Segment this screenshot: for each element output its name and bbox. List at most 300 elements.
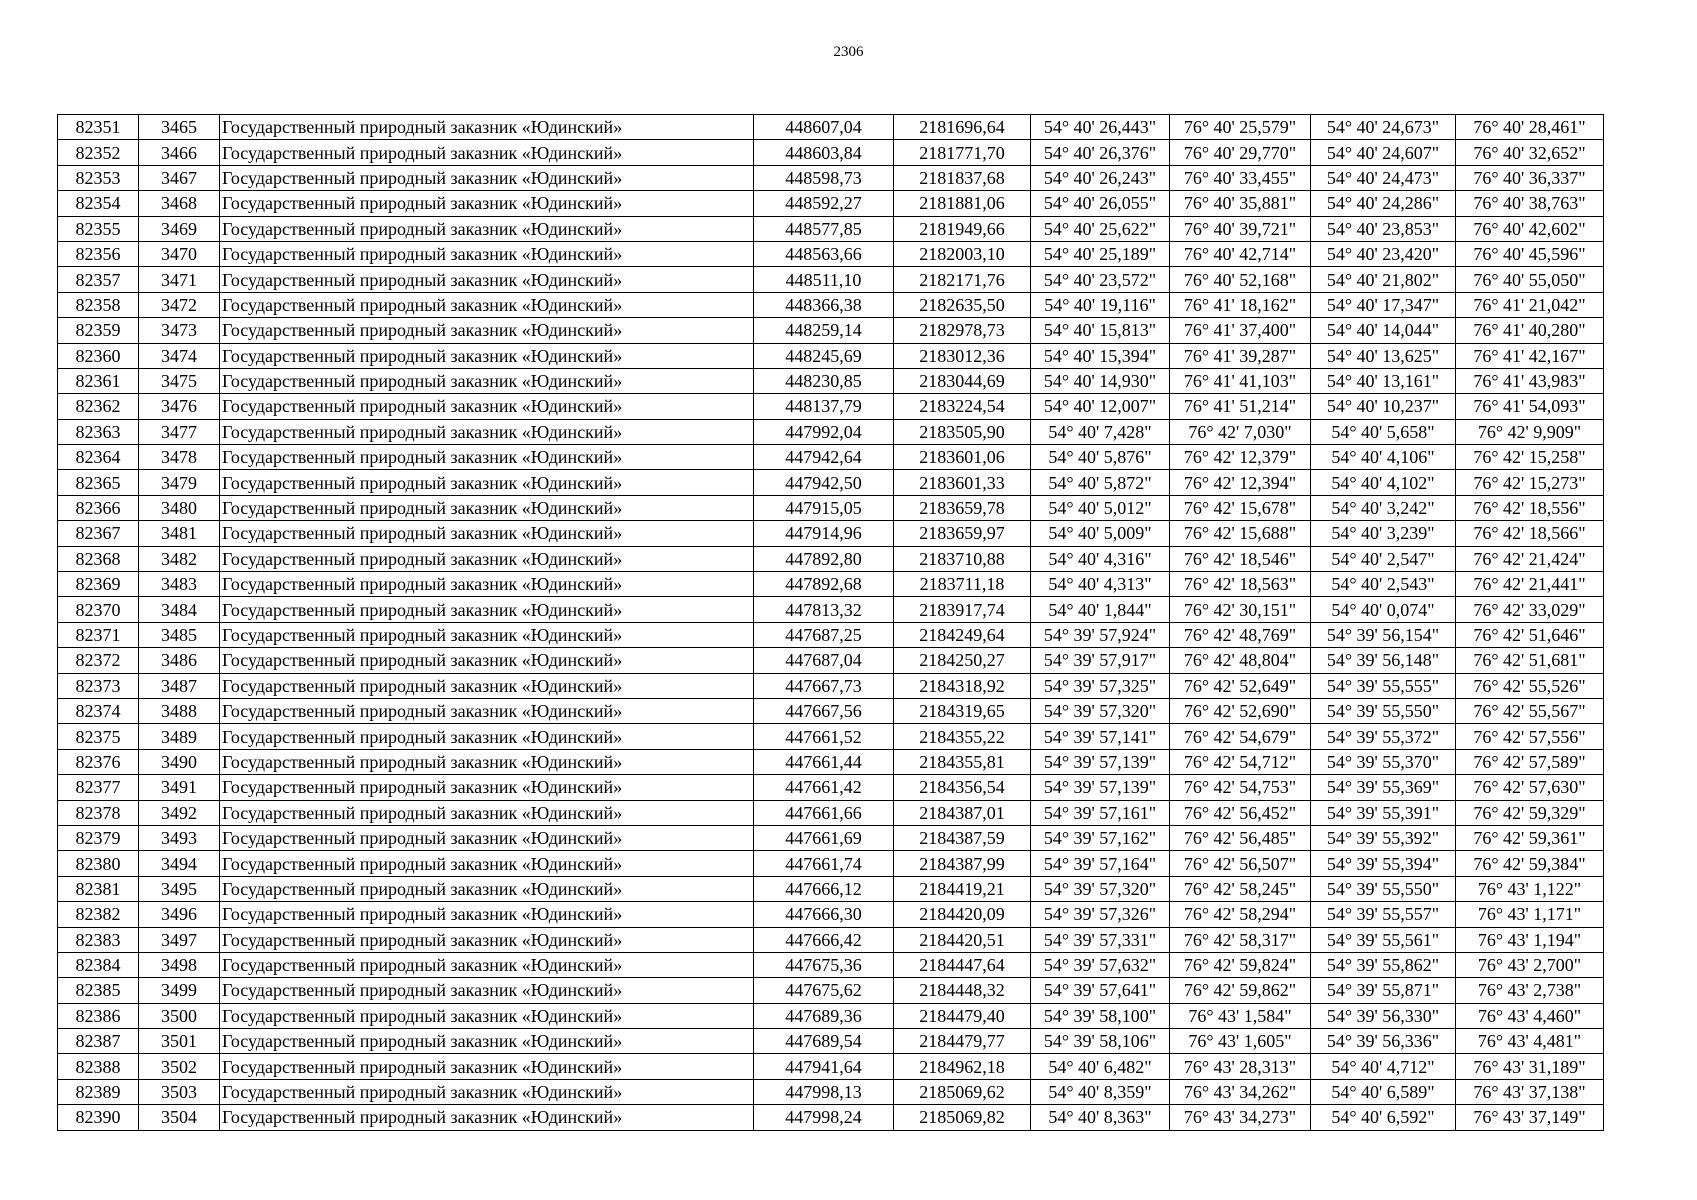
cell-x-coordinate: 448577,85 bbox=[754, 216, 894, 241]
cell-point-number: 3472 bbox=[139, 292, 220, 317]
cell-area-name: Государственный природный заказник «Юдинский» bbox=[220, 470, 754, 495]
cell-y-coordinate: 2184355,81 bbox=[894, 749, 1031, 774]
cell-record-number: 82376 bbox=[58, 749, 139, 774]
cell-latitude-1: 54° 40' 1,844" bbox=[1031, 597, 1170, 622]
cell-area-name: Государственный природный заказник «Юдинский» bbox=[220, 1079, 754, 1104]
cell-y-coordinate: 2182635,50 bbox=[894, 292, 1031, 317]
table-row bbox=[58, 648, 1604, 673]
cell-x-coordinate: 447661,42 bbox=[754, 775, 894, 800]
cell-record-number: 82373 bbox=[58, 673, 139, 698]
table-row bbox=[58, 546, 1604, 571]
cell-latitude-1: 54° 40' 23,572" bbox=[1031, 267, 1170, 292]
table-body bbox=[58, 115, 1604, 1131]
cell-y-coordinate: 2184250,27 bbox=[894, 648, 1031, 673]
cell-point-number: 3503 bbox=[139, 1079, 220, 1104]
cell-point-number: 3489 bbox=[139, 724, 220, 749]
cell-area-name: Государственный природный заказник «Юдинский» bbox=[220, 394, 754, 419]
cell-latitude-1: 54° 40' 26,376" bbox=[1031, 140, 1170, 165]
cell-x-coordinate: 448592,27 bbox=[754, 191, 894, 216]
cell-longitude-2: 76° 43' 4,460" bbox=[1456, 1003, 1604, 1028]
cell-y-coordinate: 2184420,51 bbox=[894, 927, 1031, 952]
cell-record-number: 82352 bbox=[58, 140, 139, 165]
cell-longitude-1: 76° 43' 1,605" bbox=[1170, 1029, 1311, 1054]
cell-area-name: Государственный природный заказник «Юдинский» bbox=[220, 495, 754, 520]
table-row bbox=[58, 318, 1604, 343]
cell-x-coordinate: 447675,36 bbox=[754, 952, 894, 977]
cell-record-number: 82351 bbox=[58, 115, 139, 140]
cell-y-coordinate: 2183044,69 bbox=[894, 368, 1031, 393]
cell-area-name: Государственный природный заказник «Юдинский» bbox=[220, 115, 754, 140]
cell-longitude-1: 76° 42' 59,824" bbox=[1170, 952, 1311, 977]
cell-longitude-1: 76° 42' 7,030" bbox=[1170, 419, 1311, 444]
cell-x-coordinate: 447661,74 bbox=[754, 851, 894, 876]
cell-latitude-1: 54° 40' 15,394" bbox=[1031, 343, 1170, 368]
cell-record-number: 82355 bbox=[58, 216, 139, 241]
cell-record-number: 82369 bbox=[58, 572, 139, 597]
cell-area-name: Государственный природный заказник «Юдинский» bbox=[220, 241, 754, 266]
cell-longitude-2: 76° 43' 2,738" bbox=[1456, 978, 1604, 1003]
cell-latitude-2: 54° 40' 24,673" bbox=[1311, 115, 1456, 140]
cell-x-coordinate: 447942,50 bbox=[754, 470, 894, 495]
cell-latitude-1: 54° 39' 57,161" bbox=[1031, 800, 1170, 825]
cell-latitude-2: 54° 40' 6,592" bbox=[1311, 1105, 1456, 1130]
page-number: 2306 bbox=[833, 44, 864, 60]
cell-longitude-1: 76° 42' 18,563" bbox=[1170, 572, 1311, 597]
cell-latitude-1: 54° 39' 57,641" bbox=[1031, 978, 1170, 1003]
cell-point-number: 3502 bbox=[139, 1054, 220, 1079]
cell-y-coordinate: 2184355,22 bbox=[894, 724, 1031, 749]
table-row bbox=[58, 1105, 1604, 1130]
cell-longitude-2: 76° 42' 59,384" bbox=[1456, 851, 1604, 876]
cell-y-coordinate: 2183917,74 bbox=[894, 597, 1031, 622]
cell-record-number: 82385 bbox=[58, 978, 139, 1003]
cell-latitude-2: 54° 39' 56,330" bbox=[1311, 1003, 1456, 1028]
cell-longitude-1: 76° 42' 18,546" bbox=[1170, 546, 1311, 571]
cell-latitude-2: 54° 39' 55,391" bbox=[1311, 800, 1456, 825]
cell-y-coordinate: 2185069,62 bbox=[894, 1079, 1031, 1104]
cell-y-coordinate: 2183710,88 bbox=[894, 546, 1031, 571]
cell-x-coordinate: 447661,66 bbox=[754, 800, 894, 825]
cell-x-coordinate: 447661,69 bbox=[754, 825, 894, 850]
cell-longitude-2: 76° 42' 51,681" bbox=[1456, 648, 1604, 673]
cell-longitude-1: 76° 42' 58,245" bbox=[1170, 876, 1311, 901]
cell-longitude-2: 76° 40' 38,763" bbox=[1456, 191, 1604, 216]
cell-point-number: 3471 bbox=[139, 267, 220, 292]
cell-area-name: Государственный природный заказник «Юдинский» bbox=[220, 851, 754, 876]
cell-x-coordinate: 448137,79 bbox=[754, 394, 894, 419]
cell-longitude-2: 76° 42' 9,909" bbox=[1456, 419, 1604, 444]
cell-longitude-2: 76° 40' 55,050" bbox=[1456, 267, 1604, 292]
cell-latitude-1: 54° 39' 57,139" bbox=[1031, 775, 1170, 800]
cell-longitude-1: 76° 43' 34,273" bbox=[1170, 1105, 1311, 1130]
cell-point-number: 3474 bbox=[139, 343, 220, 368]
cell-area-name: Государственный природный заказник «Юдинский» bbox=[220, 521, 754, 546]
cell-x-coordinate: 447661,52 bbox=[754, 724, 894, 749]
cell-point-number: 3477 bbox=[139, 419, 220, 444]
cell-longitude-2: 76° 42' 15,273" bbox=[1456, 470, 1604, 495]
cell-area-name: Государственный природный заказник «Юдинский» bbox=[220, 698, 754, 723]
cell-longitude-1: 76° 42' 52,649" bbox=[1170, 673, 1311, 698]
cell-longitude-1: 76° 42' 30,151" bbox=[1170, 597, 1311, 622]
table-row bbox=[58, 622, 1604, 647]
cell-point-number: 3497 bbox=[139, 927, 220, 952]
cell-x-coordinate: 448603,84 bbox=[754, 140, 894, 165]
cell-latitude-1: 54° 39' 57,917" bbox=[1031, 648, 1170, 673]
cell-y-coordinate: 2184249,64 bbox=[894, 622, 1031, 647]
cell-latitude-2: 54° 39' 55,550" bbox=[1311, 876, 1456, 901]
cell-y-coordinate: 2184387,59 bbox=[894, 825, 1031, 850]
cell-x-coordinate: 447689,36 bbox=[754, 1003, 894, 1028]
cell-x-coordinate: 447666,42 bbox=[754, 927, 894, 952]
cell-longitude-1: 76° 43' 1,584" bbox=[1170, 1003, 1311, 1028]
cell-latitude-1: 54° 39' 57,632" bbox=[1031, 952, 1170, 977]
cell-latitude-1: 54° 40' 8,359" bbox=[1031, 1079, 1170, 1104]
cell-longitude-2: 76° 42' 55,526" bbox=[1456, 673, 1604, 698]
cell-latitude-2: 54° 40' 13,161" bbox=[1311, 368, 1456, 393]
cell-record-number: 82374 bbox=[58, 698, 139, 723]
cell-area-name: Государственный природный заказник «Юдинский» bbox=[220, 140, 754, 165]
cell-latitude-1: 54° 40' 4,316" bbox=[1031, 546, 1170, 571]
cell-latitude-1: 54° 40' 26,055" bbox=[1031, 191, 1170, 216]
cell-latitude-1: 54° 40' 5,876" bbox=[1031, 445, 1170, 470]
cell-y-coordinate: 2183601,33 bbox=[894, 470, 1031, 495]
cell-record-number: 82362 bbox=[58, 394, 139, 419]
cell-latitude-2: 54° 40' 24,607" bbox=[1311, 140, 1456, 165]
cell-longitude-1: 76° 40' 39,721" bbox=[1170, 216, 1311, 241]
cell-point-number: 3481 bbox=[139, 521, 220, 546]
cell-point-number: 3494 bbox=[139, 851, 220, 876]
cell-x-coordinate: 447661,44 bbox=[754, 749, 894, 774]
cell-latitude-2: 54° 40' 4,712" bbox=[1311, 1054, 1456, 1079]
cell-area-name: Государственный природный заказник «Юдинский» bbox=[220, 876, 754, 901]
cell-longitude-2: 76° 40' 45,596" bbox=[1456, 241, 1604, 266]
cell-record-number: 82375 bbox=[58, 724, 139, 749]
cell-latitude-2: 54° 40' 4,102" bbox=[1311, 470, 1456, 495]
cell-longitude-1: 76° 43' 28,313" bbox=[1170, 1054, 1311, 1079]
cell-record-number: 82380 bbox=[58, 851, 139, 876]
table-row bbox=[58, 419, 1604, 444]
cell-longitude-1: 76° 42' 54,712" bbox=[1170, 749, 1311, 774]
table-row bbox=[58, 1054, 1604, 1079]
cell-latitude-2: 54° 40' 24,473" bbox=[1311, 165, 1456, 190]
cell-record-number: 82388 bbox=[58, 1054, 139, 1079]
cell-longitude-1: 76° 41' 18,162" bbox=[1170, 292, 1311, 317]
cell-record-number: 82366 bbox=[58, 495, 139, 520]
cell-record-number: 82356 bbox=[58, 241, 139, 266]
table-row bbox=[58, 800, 1604, 825]
cell-latitude-2: 54° 40' 14,044" bbox=[1311, 318, 1456, 343]
cell-latitude-1: 54° 40' 7,428" bbox=[1031, 419, 1170, 444]
cell-latitude-2: 54° 39' 55,392" bbox=[1311, 825, 1456, 850]
cell-longitude-1: 76° 40' 52,168" bbox=[1170, 267, 1311, 292]
cell-longitude-1: 76° 42' 54,679" bbox=[1170, 724, 1311, 749]
cell-latitude-1: 54° 39' 57,320" bbox=[1031, 876, 1170, 901]
cell-y-coordinate: 2183659,78 bbox=[894, 495, 1031, 520]
cell-point-number: 3475 bbox=[139, 368, 220, 393]
cell-point-number: 3500 bbox=[139, 1003, 220, 1028]
table-row bbox=[58, 1029, 1604, 1054]
table-row bbox=[58, 470, 1604, 495]
table-row bbox=[58, 698, 1604, 723]
cell-area-name: Государственный природный заказник «Юдинский» bbox=[220, 597, 754, 622]
cell-point-number: 3504 bbox=[139, 1105, 220, 1130]
cell-longitude-2: 76° 42' 33,029" bbox=[1456, 597, 1604, 622]
cell-y-coordinate: 2184479,40 bbox=[894, 1003, 1031, 1028]
table-row bbox=[58, 572, 1604, 597]
cell-x-coordinate: 448259,14 bbox=[754, 318, 894, 343]
cell-longitude-2: 76° 43' 1,171" bbox=[1456, 902, 1604, 927]
cell-longitude-1: 76° 42' 15,678" bbox=[1170, 495, 1311, 520]
cell-point-number: 3476 bbox=[139, 394, 220, 419]
cell-latitude-2: 54° 40' 21,802" bbox=[1311, 267, 1456, 292]
cell-x-coordinate: 447667,73 bbox=[754, 673, 894, 698]
coordinates-table bbox=[57, 114, 1604, 1131]
cell-y-coordinate: 2181696,64 bbox=[894, 115, 1031, 140]
cell-area-name: Государственный природный заказник «Юдинский» bbox=[220, 419, 754, 444]
cell-longitude-2: 76° 42' 57,630" bbox=[1456, 775, 1604, 800]
cell-longitude-1: 76° 41' 39,287" bbox=[1170, 343, 1311, 368]
cell-y-coordinate: 2184319,65 bbox=[894, 698, 1031, 723]
cell-latitude-2: 54° 39' 55,862" bbox=[1311, 952, 1456, 977]
table-row bbox=[58, 1003, 1604, 1028]
cell-latitude-1: 54° 39' 57,320" bbox=[1031, 698, 1170, 723]
cell-y-coordinate: 2182171,76 bbox=[894, 267, 1031, 292]
cell-y-coordinate: 2184387,01 bbox=[894, 800, 1031, 825]
cell-record-number: 82382 bbox=[58, 902, 139, 927]
cell-record-number: 82353 bbox=[58, 165, 139, 190]
table-row bbox=[58, 216, 1604, 241]
cell-longitude-1: 76° 40' 35,881" bbox=[1170, 191, 1311, 216]
cell-area-name: Государственный природный заказник «Юдинский» bbox=[220, 267, 754, 292]
cell-latitude-1: 54° 40' 26,443" bbox=[1031, 115, 1170, 140]
table-row bbox=[58, 978, 1604, 1003]
cell-area-name: Государственный природный заказник «Юдинский» bbox=[220, 445, 754, 470]
cell-latitude-2: 54° 39' 56,154" bbox=[1311, 622, 1456, 647]
cell-latitude-1: 54° 40' 19,116" bbox=[1031, 292, 1170, 317]
cell-x-coordinate: 448230,85 bbox=[754, 368, 894, 393]
cell-point-number: 3484 bbox=[139, 597, 220, 622]
cell-longitude-2: 76° 43' 1,194" bbox=[1456, 927, 1604, 952]
cell-longitude-1: 76° 40' 25,579" bbox=[1170, 115, 1311, 140]
table-row bbox=[58, 394, 1604, 419]
cell-y-coordinate: 2183505,90 bbox=[894, 419, 1031, 444]
cell-record-number: 82354 bbox=[58, 191, 139, 216]
cell-y-coordinate: 2184479,77 bbox=[894, 1029, 1031, 1054]
table-row bbox=[58, 445, 1604, 470]
cell-latitude-1: 54° 40' 14,930" bbox=[1031, 368, 1170, 393]
cell-longitude-2: 76° 43' 2,700" bbox=[1456, 952, 1604, 977]
cell-longitude-2: 76° 41' 40,280" bbox=[1456, 318, 1604, 343]
cell-x-coordinate: 448366,38 bbox=[754, 292, 894, 317]
cell-longitude-2: 76° 43' 1,122" bbox=[1456, 876, 1604, 901]
cell-area-name: Государственный природный заказник «Юдинский» bbox=[220, 825, 754, 850]
cell-y-coordinate: 2181949,66 bbox=[894, 216, 1031, 241]
cell-longitude-2: 76° 42' 51,646" bbox=[1456, 622, 1604, 647]
cell-longitude-1: 76° 42' 56,485" bbox=[1170, 825, 1311, 850]
cell-point-number: 3469 bbox=[139, 216, 220, 241]
cell-latitude-1: 54° 40' 6,482" bbox=[1031, 1054, 1170, 1079]
cell-record-number: 82365 bbox=[58, 470, 139, 495]
cell-latitude-2: 54° 39' 56,336" bbox=[1311, 1029, 1456, 1054]
cell-longitude-1: 76° 42' 59,862" bbox=[1170, 978, 1311, 1003]
cell-longitude-2: 76° 43' 37,138" bbox=[1456, 1079, 1604, 1104]
cell-point-number: 3492 bbox=[139, 800, 220, 825]
cell-record-number: 82368 bbox=[58, 546, 139, 571]
cell-longitude-1: 76° 40' 29,770" bbox=[1170, 140, 1311, 165]
cell-record-number: 82383 bbox=[58, 927, 139, 952]
cell-latitude-2: 54° 40' 23,420" bbox=[1311, 241, 1456, 266]
cell-y-coordinate: 2183224,54 bbox=[894, 394, 1031, 419]
cell-y-coordinate: 2182978,73 bbox=[894, 318, 1031, 343]
cell-longitude-1: 76° 42' 15,688" bbox=[1170, 521, 1311, 546]
cell-latitude-2: 54° 40' 6,589" bbox=[1311, 1079, 1456, 1104]
table-row bbox=[58, 521, 1604, 546]
cell-longitude-2: 76° 42' 59,329" bbox=[1456, 800, 1604, 825]
cell-y-coordinate: 2184447,64 bbox=[894, 952, 1031, 977]
cell-latitude-2: 54° 40' 10,237" bbox=[1311, 394, 1456, 419]
cell-latitude-1: 54° 40' 5,012" bbox=[1031, 495, 1170, 520]
cell-point-number: 3478 bbox=[139, 445, 220, 470]
cell-latitude-1: 54° 40' 15,813" bbox=[1031, 318, 1170, 343]
table-row bbox=[58, 191, 1604, 216]
cell-y-coordinate: 2184962,18 bbox=[894, 1054, 1031, 1079]
cell-point-number: 3465 bbox=[139, 115, 220, 140]
cell-latitude-1: 54° 40' 4,313" bbox=[1031, 572, 1170, 597]
table-row bbox=[58, 749, 1604, 774]
cell-latitude-2: 54° 39' 55,871" bbox=[1311, 978, 1456, 1003]
cell-longitude-1: 76° 42' 48,769" bbox=[1170, 622, 1311, 647]
cell-latitude-2: 54° 39' 55,372" bbox=[1311, 724, 1456, 749]
cell-y-coordinate: 2183601,06 bbox=[894, 445, 1031, 470]
cell-longitude-2: 76° 40' 28,461" bbox=[1456, 115, 1604, 140]
table-row bbox=[58, 952, 1604, 977]
cell-area-name: Государственный природный заказник «Юдинский» bbox=[220, 775, 754, 800]
cell-point-number: 3479 bbox=[139, 470, 220, 495]
cell-x-coordinate: 448511,10 bbox=[754, 267, 894, 292]
cell-area-name: Государственный природный заказник «Юдинский» bbox=[220, 1029, 754, 1054]
table-row bbox=[58, 851, 1604, 876]
cell-y-coordinate: 2184387,99 bbox=[894, 851, 1031, 876]
cell-record-number: 82384 bbox=[58, 952, 139, 977]
cell-longitude-1: 76° 40' 33,455" bbox=[1170, 165, 1311, 190]
table-row bbox=[58, 927, 1604, 952]
cell-longitude-2: 76° 42' 57,556" bbox=[1456, 724, 1604, 749]
cell-latitude-1: 54° 39' 58,106" bbox=[1031, 1029, 1170, 1054]
cell-longitude-1: 76° 42' 56,452" bbox=[1170, 800, 1311, 825]
cell-longitude-2: 76° 41' 54,093" bbox=[1456, 394, 1604, 419]
cell-latitude-1: 54° 40' 5,009" bbox=[1031, 521, 1170, 546]
table-row bbox=[58, 343, 1604, 368]
cell-point-number: 3482 bbox=[139, 546, 220, 571]
cell-record-number: 82381 bbox=[58, 876, 139, 901]
table-row bbox=[58, 368, 1604, 393]
cell-latitude-2: 54° 40' 4,106" bbox=[1311, 445, 1456, 470]
cell-longitude-1: 76° 42' 52,690" bbox=[1170, 698, 1311, 723]
cell-x-coordinate: 447687,25 bbox=[754, 622, 894, 647]
cell-latitude-1: 54° 39' 57,164" bbox=[1031, 851, 1170, 876]
cell-longitude-2: 76° 42' 55,567" bbox=[1456, 698, 1604, 723]
cell-y-coordinate: 2184448,32 bbox=[894, 978, 1031, 1003]
table-row bbox=[58, 902, 1604, 927]
cell-area-name: Государственный природный заказник «Юдинский» bbox=[220, 1105, 754, 1130]
cell-latitude-1: 54° 40' 25,189" bbox=[1031, 241, 1170, 266]
cell-point-number: 3466 bbox=[139, 140, 220, 165]
cell-point-number: 3470 bbox=[139, 241, 220, 266]
cell-longitude-2: 76° 40' 42,602" bbox=[1456, 216, 1604, 241]
cell-latitude-2: 54° 40' 3,239" bbox=[1311, 521, 1456, 546]
cell-longitude-2: 76° 42' 59,361" bbox=[1456, 825, 1604, 850]
cell-latitude-2: 54° 39' 55,369" bbox=[1311, 775, 1456, 800]
cell-latitude-1: 54° 39' 57,924" bbox=[1031, 622, 1170, 647]
cell-point-number: 3488 bbox=[139, 698, 220, 723]
cell-area-name: Государственный природный заказник «Юдинский» bbox=[220, 1003, 754, 1028]
cell-area-name: Государственный природный заказник «Юдинский» bbox=[220, 902, 754, 927]
cell-x-coordinate: 447813,32 bbox=[754, 597, 894, 622]
cell-longitude-2: 76° 41' 21,042" bbox=[1456, 292, 1604, 317]
cell-longitude-2: 76° 43' 31,189" bbox=[1456, 1054, 1604, 1079]
cell-y-coordinate: 2183012,36 bbox=[894, 343, 1031, 368]
cell-x-coordinate: 447892,68 bbox=[754, 572, 894, 597]
table-row bbox=[58, 165, 1604, 190]
cell-area-name: Государственный природный заказник «Юдинский» bbox=[220, 165, 754, 190]
cell-latitude-2: 54° 40' 23,853" bbox=[1311, 216, 1456, 241]
table-row bbox=[58, 673, 1604, 698]
cell-y-coordinate: 2185069,82 bbox=[894, 1105, 1031, 1130]
cell-area-name: Государственный природный заказник «Юдинский» bbox=[220, 191, 754, 216]
cell-x-coordinate: 448607,04 bbox=[754, 115, 894, 140]
cell-x-coordinate: 447914,96 bbox=[754, 521, 894, 546]
cell-y-coordinate: 2184419,21 bbox=[894, 876, 1031, 901]
cell-area-name: Государственный природный заказник «Юдинский» bbox=[220, 546, 754, 571]
cell-record-number: 82358 bbox=[58, 292, 139, 317]
cell-x-coordinate: 447892,80 bbox=[754, 546, 894, 571]
cell-point-number: 3501 bbox=[139, 1029, 220, 1054]
cell-latitude-2: 54° 39' 55,370" bbox=[1311, 749, 1456, 774]
cell-area-name: Государственный природный заказник «Юдинский» bbox=[220, 368, 754, 393]
cell-area-name: Государственный природный заказник «Юдинский» bbox=[220, 724, 754, 749]
cell-point-number: 3487 bbox=[139, 673, 220, 698]
cell-area-name: Государственный природный заказник «Юдинский» bbox=[220, 673, 754, 698]
cell-latitude-2: 54° 40' 24,286" bbox=[1311, 191, 1456, 216]
cell-x-coordinate: 448563,66 bbox=[754, 241, 894, 266]
cell-record-number: 82389 bbox=[58, 1079, 139, 1104]
cell-x-coordinate: 447998,24 bbox=[754, 1105, 894, 1130]
cell-latitude-2: 54° 40' 2,543" bbox=[1311, 572, 1456, 597]
cell-latitude-2: 54° 39' 55,394" bbox=[1311, 851, 1456, 876]
cell-area-name: Государственный природный заказник «Юдинский» bbox=[220, 978, 754, 1003]
cell-longitude-2: 76° 42' 15,258" bbox=[1456, 445, 1604, 470]
cell-longitude-1: 76° 43' 34,262" bbox=[1170, 1079, 1311, 1104]
cell-longitude-2: 76° 42' 57,589" bbox=[1456, 749, 1604, 774]
cell-latitude-1: 54° 39' 57,139" bbox=[1031, 749, 1170, 774]
cell-area-name: Государственный природный заказник «Юдинский» bbox=[220, 622, 754, 647]
cell-record-number: 82379 bbox=[58, 825, 139, 850]
cell-x-coordinate: 447667,56 bbox=[754, 698, 894, 723]
cell-y-coordinate: 2183711,18 bbox=[894, 572, 1031, 597]
cell-x-coordinate: 447915,05 bbox=[754, 495, 894, 520]
cell-record-number: 82377 bbox=[58, 775, 139, 800]
cell-longitude-1: 76° 41' 41,103" bbox=[1170, 368, 1311, 393]
cell-longitude-1: 76° 42' 12,394" bbox=[1170, 470, 1311, 495]
cell-area-name: Государственный природный заказник «Юдинский» bbox=[220, 927, 754, 952]
table-row bbox=[58, 140, 1604, 165]
cell-longitude-1: 76° 41' 51,214" bbox=[1170, 394, 1311, 419]
cell-point-number: 3483 bbox=[139, 572, 220, 597]
cell-latitude-1: 54° 39' 57,325" bbox=[1031, 673, 1170, 698]
cell-x-coordinate: 447998,13 bbox=[754, 1079, 894, 1104]
cell-area-name: Государственный природный заказник «Юдинский» bbox=[220, 572, 754, 597]
cell-longitude-2: 76° 42' 21,441" bbox=[1456, 572, 1604, 597]
